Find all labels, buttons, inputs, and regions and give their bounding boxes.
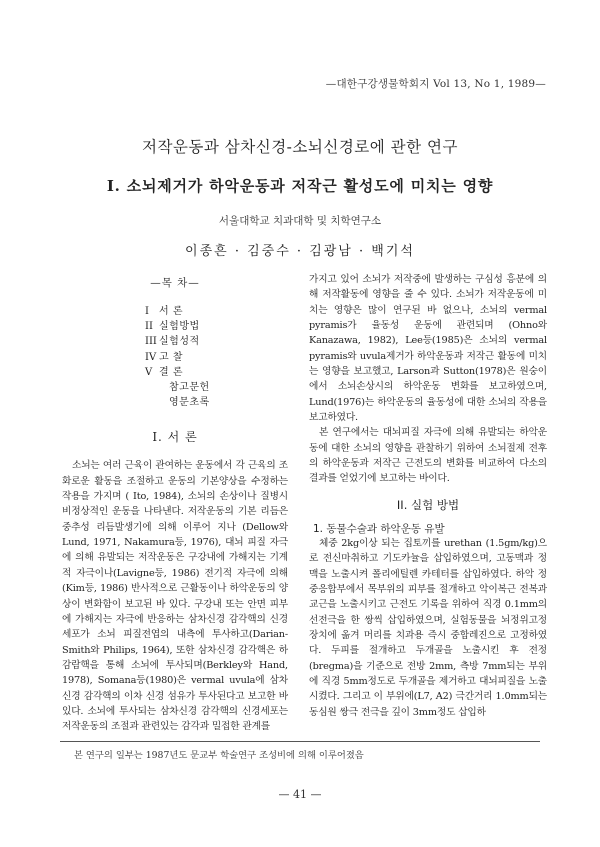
footnote: 본 연구의 일부는 1987년도 문교부 학술연구 조성비에 의해 이루어졌음 <box>74 750 364 761</box>
paper-subtitle: I. 소뇌제거가 하악운동과 저작근 활성도에 미치는 영향 <box>106 177 494 195</box>
toc-item-label: 실험성적 <box>159 336 200 348</box>
toc-title: —목 차— <box>150 277 200 289</box>
toc-item-label: 결 론 <box>159 366 183 378</box>
toc-item-number: IV <box>145 351 157 363</box>
introduction-continuation-paragraph: 가지고 있어 소뇌가 저작중에 발생하는 구심성 흥분에 의해 저작활동에 영향을 줄 수 있다. 소뇌가 저작운동에 미치는 영향은 많이 연구된 바 없으나, 소뇌의 vermal pyramis가 율동성 운동에 관련되며 (Ohno와 Kanazawa, 1982), Lee등(1985)은 소뇌의 vermal pyramis와 uvula제거가 하악운동과 저작근 활동에 미치는 영향을 보고했고, Larson과 Sutton(1978)은 원숭이에서 소뇌손상시의 하악운동 변화를 보고하였으며, Lund(1976)는 하악운동의 율동성에 대한 소뇌의 작용을 보고하였다. <box>309 274 547 424</box>
toc-item-number: V <box>145 366 153 378</box>
toc-item <box>145 304 288 319</box>
introduction-aim-paragraph: 본 연구에서는 대뇌피질 자극에 의해 유발되는 하악운동에 대한 소뇌의 영향을 관찰하기 위하여 소뇌절제 전후의 하악운동과 저작근 근전도의 변화를 비교하여 다소의 결과를 얻었기에 보고하는 바이다. <box>309 427 547 485</box>
toc-item-label: 실험방법 <box>159 321 200 333</box>
footnote-divider <box>60 741 540 742</box>
toc-item <box>145 365 288 380</box>
authors: 이종흔 · 김중수 · 김광남 · 백기석 <box>185 244 415 259</box>
subsection-heading: 1. 동물수술과 하악운동 유발 <box>313 522 445 535</box>
toc-item-label: 고 찰 <box>159 351 183 363</box>
left-column <box>62 272 288 735</box>
introduction-paragraph: 소뇌는 여러 근육이 관여하는 운동에서 각 근육의 조화로운 활동을 조절하고 운동의 기본양상을 수정하는 작용을 가지며 ( Ito, 1984), 소뇌의 손상이나 질병시 비정상적인 운동을 나타낸다. 저작운동의 기본 리듬은 중추성 리듬발생기에 의해 이루어 지나 (Dellow와 Lund, 1971, Nakamura등, 1976), 대뇌 피질 자극에 의해 유발되는 저작운동은 구강내에 가해지는 기계적 자극이나(Lavigne등, 1986) 전기적 자극에 의해(Kim등, 1986) 반사적으로 근활동이나 하악운동의 양상이 변화함이 보고된 바 있다. 구강내 또는 안면 피부에 가해지는 자극에 반응하는 삼차신경 감각핵의 신경세포가 소뇌 피질전엽의 내측에 투사하고(Darian-Smith와 Philips, 1964), 또한 삼차신경 감각핵은 하감람핵을 통해 소뇌에 투사되며(Berkley와 Hand, 1978), Somana등(1980)은 vermal uvula에 삼차신경 감각핵의 이차 신경 섬유가 투사된다고 보고한 바 있다. 소뇌에 투사되는 삼차신경 감각핵의 신경세포는 저작운동의 조절과 관련있는 감각과 밀접한 관계를 <box>62 460 288 733</box>
table-of-contents <box>145 304 288 410</box>
toc-item <box>145 334 288 349</box>
toc-item-label: 서 론 <box>159 306 183 317</box>
section-heading-methods: II. 실험 방법 <box>396 497 460 512</box>
toc-item-number: II <box>145 321 153 333</box>
toc-item <box>145 350 288 365</box>
toc-item <box>145 319 288 334</box>
toc-item-label: 참고문헌 <box>169 382 210 394</box>
toc-item <box>145 395 288 410</box>
toc-item-label: 영문초록 <box>169 397 210 409</box>
page-number: — 41 — <box>278 788 322 801</box>
right-column <box>309 272 547 720</box>
journal-header: —대한구강생물학회지 Vol 13, No 1, 1989— <box>325 78 546 90</box>
toc-item <box>145 380 288 395</box>
toc-item-number: III <box>145 336 157 348</box>
methods-paragraph: 체중 2kg이상 되는 집토끼를 urethan (1.5gm/kg)으로 전신마취하고 기도카뉼을 삽입하였으며, 고동맥과 정맥을 노출시켜 폴리에틸렌 카테터를 삽입하였다. 하악 정중응합부에서 목부위의 피부를 절개하고 악이복근 전복과 교근을 노출시키고 근전도 기록을 위하여 직경 0.1mm의 선전극을 한 쌍씩 삽입하였으며, 실험동물을 뇌정위고정장치에 옮겨 머리를 치과용 즉시 중합레진으로 고정하였다. 두피를 절개하고 두개골을 노출시킨 후 전정(bregma)을 기준으로 전방 2mm, 측방 7mm되는 부위에 직경 5mm정도로 두개골을 제거하고 대뇌피질을 노출시켰다. 그리고 이 부위에(L7, A2) 극간거리 1.0mm되는 동심원 쌍극 전극을 깊이 3mm정도 삽입하 <box>309 537 547 718</box>
paper-title: 저작운동과 삼차신경-소뇌신경로에 관한 연구 <box>141 138 458 156</box>
affiliation: 서울대학교 치과대학 및 치학연구소 <box>218 215 382 227</box>
section-heading-introduction: I. 서 론 <box>152 430 198 445</box>
toc-item-number: I <box>145 306 149 317</box>
